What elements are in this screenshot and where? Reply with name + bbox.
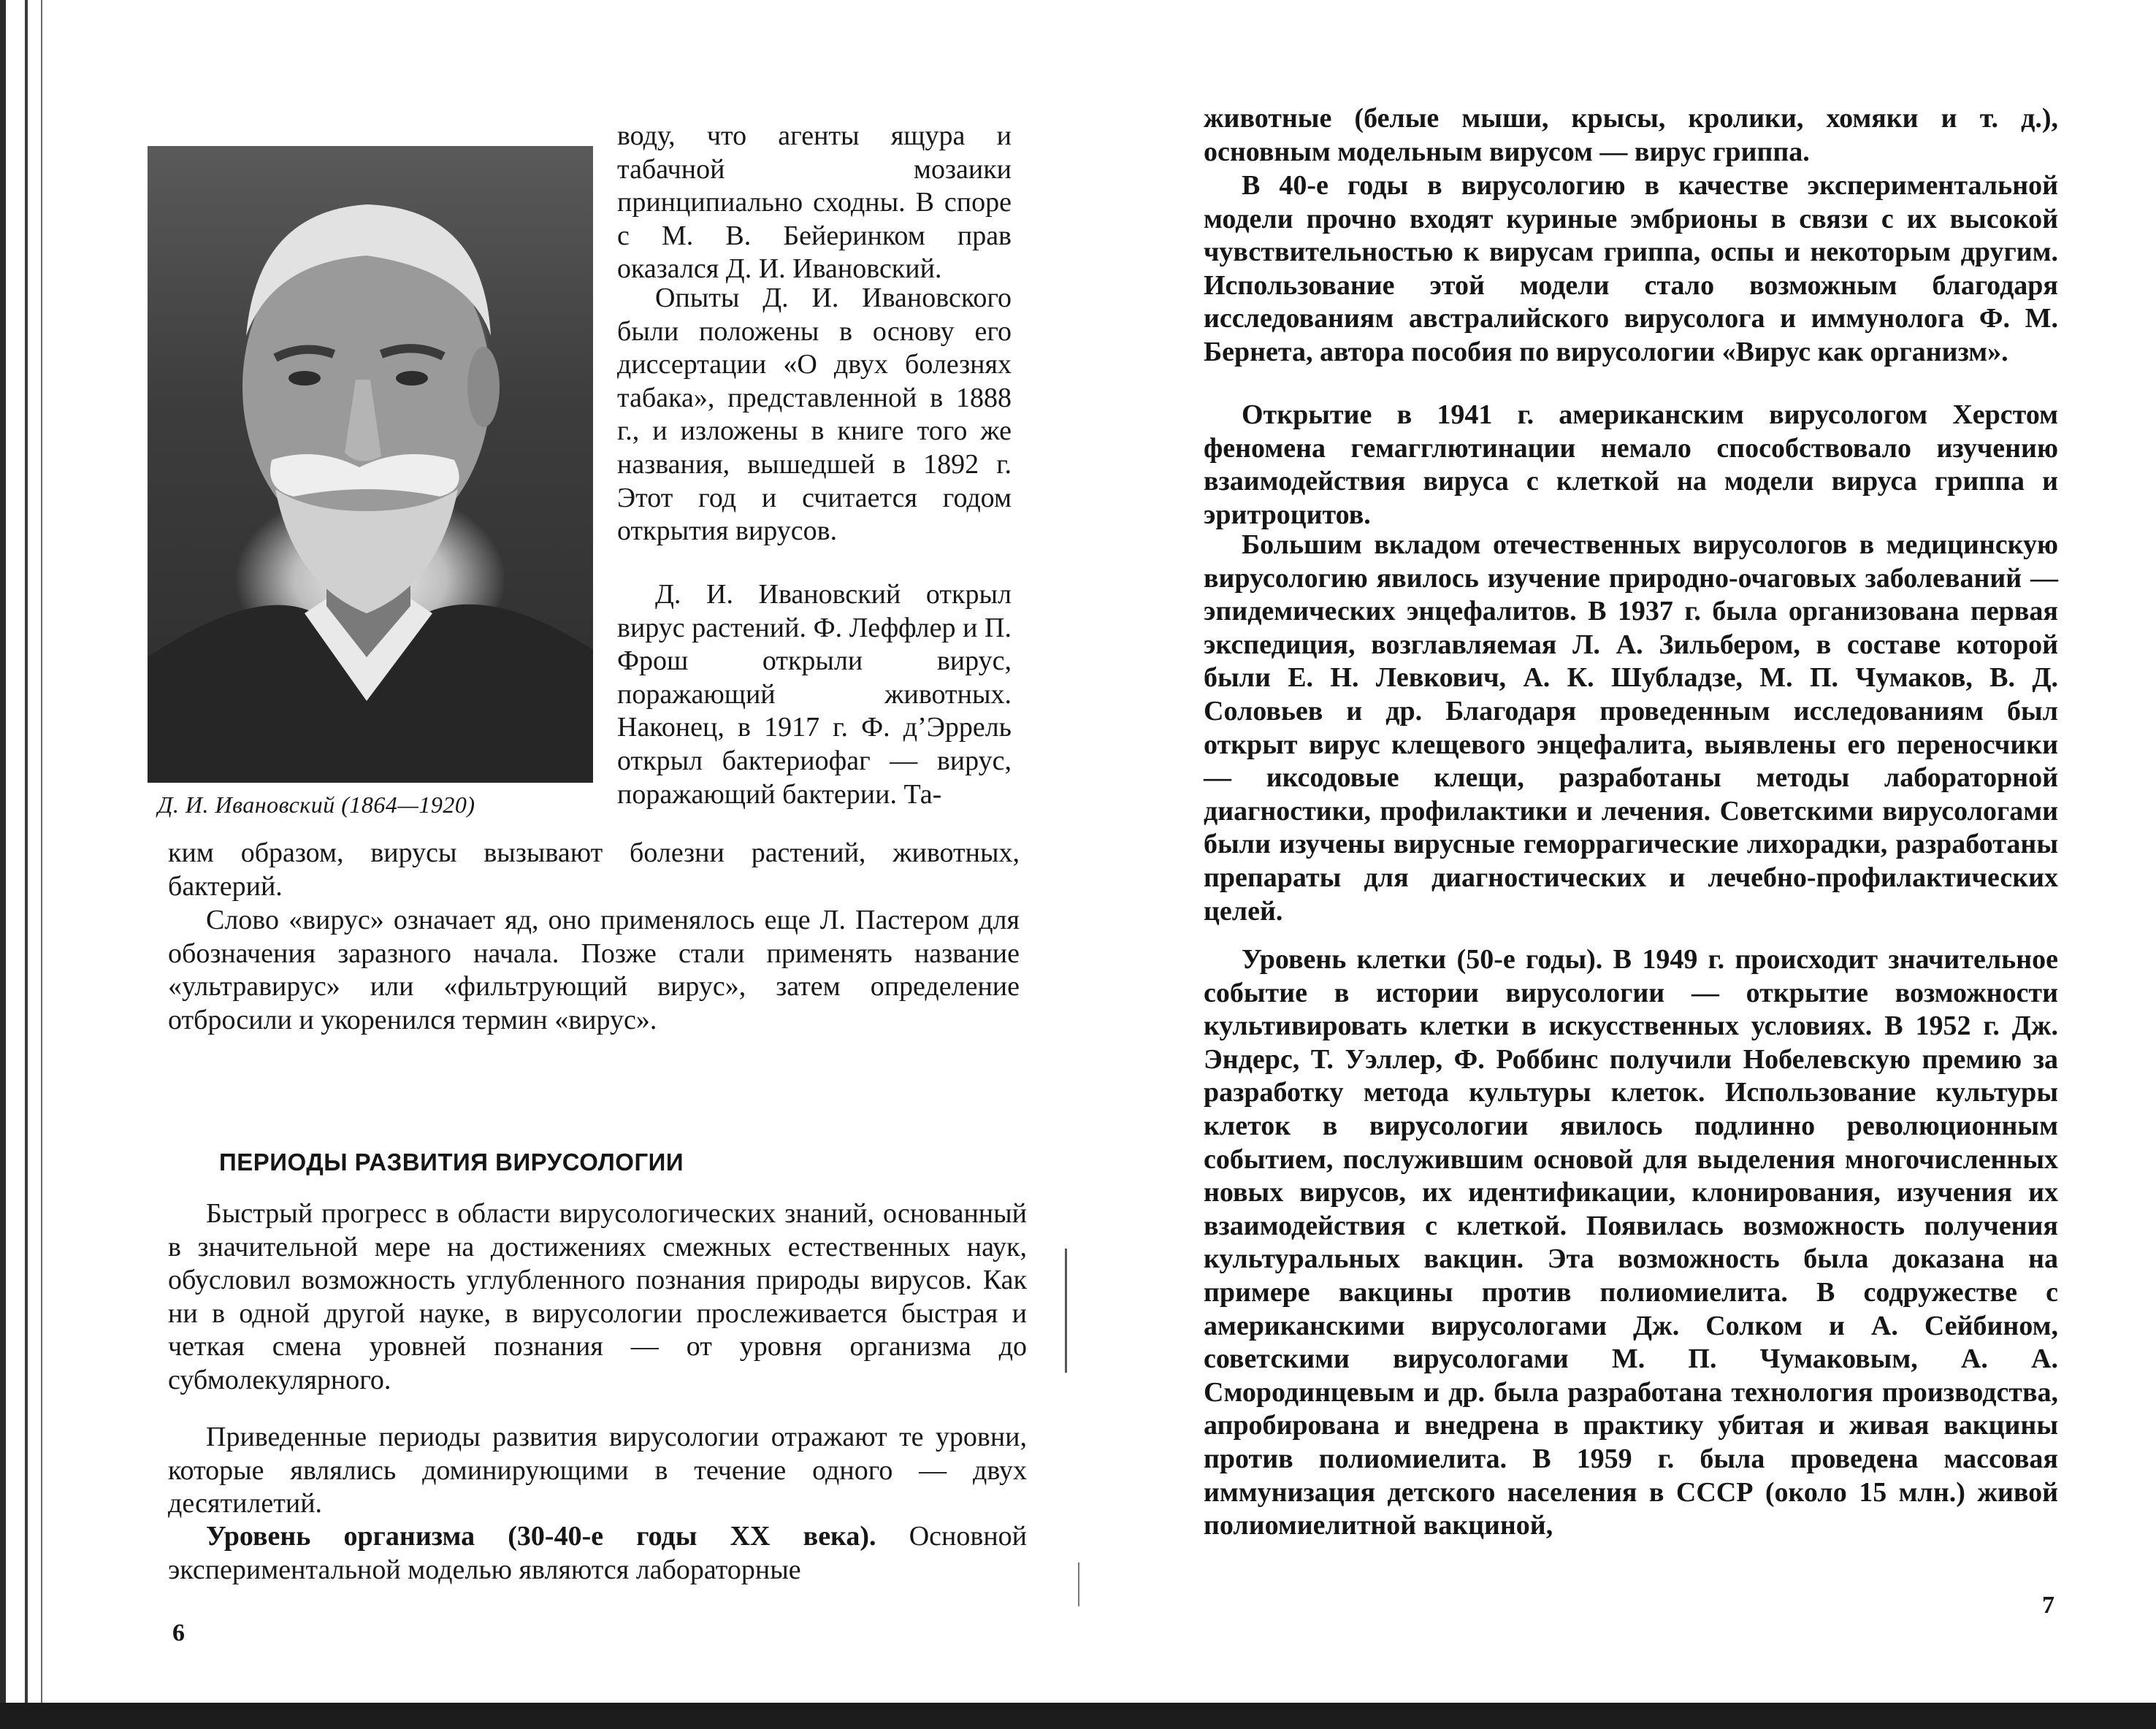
paragraph: Слово «вирус» означает яд, оно применялось еще Л. Пастером для обозначения заразного начала. Позже стали применять название «ультравирус» или «фильтрующий вирус», затем определение отбросили и укоренился термин «вирус». xyxy=(168,905,1020,1035)
portrait-photo xyxy=(148,146,593,783)
runin-heading: Уровень клетки (50-е годы). xyxy=(1242,944,1603,975)
paragraph xyxy=(168,1520,1027,1587)
right-page xyxy=(1066,0,2156,1703)
paragraph xyxy=(1204,943,2058,1543)
paragraph-text: Основной экспериментальной моделью являются лабораторные xyxy=(168,1521,1027,1585)
paragraph: Д. И. Ивановский открыл вирус растений. Ф. Леффлер и П. Фрош открыли вирус, поражающий животных. Наконец, в 1917 г. Ф. д’Эррель открыл бактериофаг — вирус, поражающий бактерии. Та- xyxy=(617,579,1012,810)
paragraph: воду, что агенты ящура и табачной мозаики принципиально сходны. В споре с М. В. Бейеринком прав оказался Д. И. Ивановский. xyxy=(617,120,1012,285)
scan-edge-bottom xyxy=(0,1703,2156,1729)
paragraph: Приведенные периоды развития вирусологии отражают те уровни, которые являлись доминирующими в течение одного — двух десятилетий. xyxy=(168,1422,1027,1519)
paragraph: ким образом, вирусы вызывают болезни растений, животных, бактерий. xyxy=(168,837,1020,902)
paragraph: В 40-е годы в вирусологию в качестве экспериментальной модели прочно входят куриные эмбрионы в связи с их высокой чувствительностью к вирусам гриппа, оспы и некоторым другим. Использование этой модели стало возможным благодаря исследованиям австралийского вирусолога и иммунолога Ф. М. Бернета, автора пособия по вирусологии «Вирус как организм». xyxy=(1204,170,2058,367)
page-number: 7 xyxy=(2042,1592,2054,1619)
runin-heading: Уровень организма (30-40-е годы XX века). xyxy=(206,1521,876,1552)
paragraph: Опыты Д. И. Ивановского были положены в основу его диссертации «О двух болезнях табака», представленной в 1888 г., и изложены в книге того же названия, вышедшей в 1892 г. Этот год и считается годом открытия вирусов. xyxy=(617,283,1012,547)
paragraph: Открытие в 1941 г. американским вирусологом Херстом феномена гемагглютинации немало способствовало изучению взаимодействия вируса с клеткой на модели вируса гриппа и эритроцитов. xyxy=(1204,399,2058,530)
paragraph: Большим вкладом отечественных вирусологов в медицинскую вирусологию явилось изучение природно-очаговых заболеваний — эпидемических энцефалитов. В 1937 г. была организована первая экспедиция, возглавляемая Л. А. Зильбером, в составе которой были Е. Н. Левкович, А. К. Шубладзе, М. П. Чумаков, В. Д. Соловьев и др. Благодаря проведенным исследованиям был открыт вирус клещевого энцефалита, выявлены его переносчики — иксодовые клещи, разработаны методы лабораторной диагностики, профилактики и лечения. Советскими вирусологами были изучены вирусные геморрагические лихорадки, разработаны препараты для диагностических и лечебно-профилактических целей. xyxy=(1204,529,2058,927)
paragraph-text: В 1949 г. происходит значительное событие в истории вирусологии — открытие возможности культивировать клетки в искусственных условиях. В 1952 г. Дж. Эндерс, Т. Уэллер, Ф. Роббинс получили Нобелевскую премию за разработку метода культуры клеток. Использование культуры клеток в вирусологии явилось подлинно революционным событием, послужившим основой для выделения многочисленных новых вирусов, их идентификации, клонирования, изучения их взаимодействия с клеткой. Появилась возможность получения культуральных вакцин. Эта возможность была доказана на примере вакцины против полиомиелита. В содружестве с американскими вирусологами Дж. Солком и А. Сейбином, советскими вирусологами М. П. Чумаковым, А. А. Смородинцевым и др. была разработана технология производства, апробирована и внедрена в практику убитая и живая вакцины против полиомиелита. В 1959 г. была проведена массовая иммунизация детского населения в СССР (около 15 млн.) живой полиомиелитной вакциной, xyxy=(1204,944,2058,1541)
portrait-caption: Д. И. Ивановский (1864—1920) xyxy=(158,791,475,818)
paragraph: животные (белые мыши, крысы, кролики, хомяки и т. д.), основным модельным вирусом — вирус гриппа. xyxy=(1204,103,2058,167)
paragraph: Быстрый прогресс в области вирусологических знаний, основанный в значительной мере на достижениях смежных естественных наук, обусловил возможность углубленного познания природы вирусов. Как ни в одной другой науке, в вирусологии прослеживается быстрая и четкая смена уровней познания — от уровня организма до субмолекулярного. xyxy=(168,1198,1027,1395)
section-heading: ПЕРИОДЫ РАЗВИТИЯ ВИРУСОЛОГИИ xyxy=(219,1149,684,1176)
page-number: 6 xyxy=(172,1619,185,1646)
left-page xyxy=(0,0,1066,1703)
portrait-illustration xyxy=(148,146,593,783)
